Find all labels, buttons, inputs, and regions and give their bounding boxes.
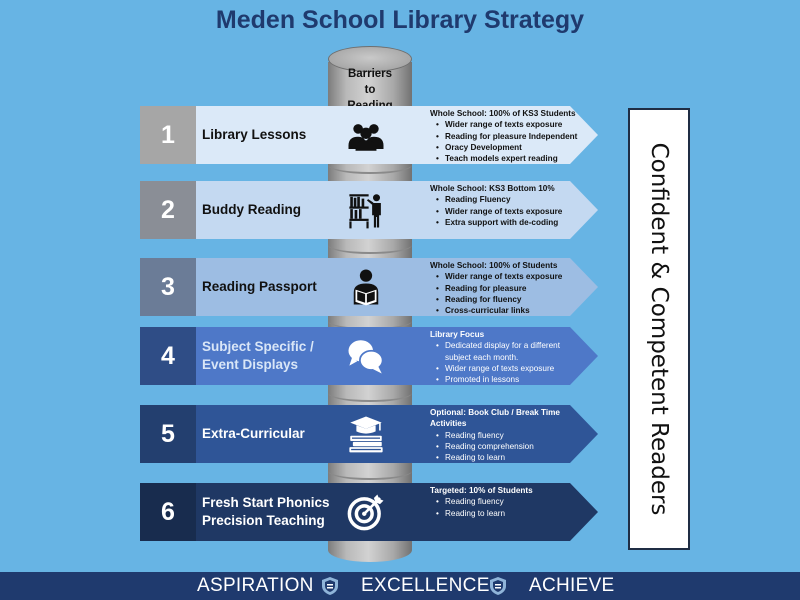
band-label-line: Library Lessons xyxy=(202,127,307,142)
details-item: • Reading for pleasure Independent xyxy=(436,131,588,142)
strategy-band-4 xyxy=(140,327,600,385)
details-list xyxy=(430,430,588,464)
details-list xyxy=(430,119,588,164)
strategy-band-1 xyxy=(140,106,600,164)
band-details xyxy=(430,329,588,385)
details-title: Optional: Book Club / Break Time Activities xyxy=(430,408,560,429)
details-item: • Reading comprehension xyxy=(436,441,588,452)
band-number: 3 xyxy=(161,272,175,301)
cylinder-label-line: to xyxy=(364,84,376,96)
band-number: 5 xyxy=(161,419,175,448)
cylinder-base xyxy=(328,538,412,562)
strategy-band-3 xyxy=(140,258,600,316)
details-item: • Reading for pleasure xyxy=(436,283,588,294)
band-label-line: Extra-Curricular xyxy=(202,426,305,441)
details-title: Targeted: 10% of Students xyxy=(430,486,533,495)
details-item: • Teach models expert reading xyxy=(436,153,588,164)
bookshelf-reader-icon xyxy=(345,189,387,231)
band-details xyxy=(430,108,588,164)
band-details xyxy=(430,183,588,228)
details-item: • Extra support with de-coding xyxy=(436,217,588,228)
details-title: Whole School: 100% of KS3 Students xyxy=(430,109,576,118)
band-number: 2 xyxy=(161,195,175,224)
details-item: • Wider range of texts exposure xyxy=(436,363,588,374)
band-label-line: Reading Passport xyxy=(202,279,317,294)
person-reading-icon xyxy=(345,266,387,308)
band-details xyxy=(430,407,588,463)
people-group-icon xyxy=(345,114,387,156)
footer-word-achieve: ACHIEVE xyxy=(529,575,615,596)
details-list xyxy=(430,496,588,519)
shield-icon xyxy=(490,577,506,595)
details-item: • Dedicated display for a different subject each month. xyxy=(436,340,588,363)
details-item: • Promoted in lessons xyxy=(436,374,588,385)
details-item: • Reading Fluency xyxy=(436,194,588,205)
details-item: • Wider range of texts exposure xyxy=(436,119,588,130)
details-item: • Reading fluency xyxy=(436,496,588,507)
band-details xyxy=(430,260,588,316)
footer-word-excellence: EXCELLENCE xyxy=(361,575,490,596)
cylinder-ring xyxy=(328,462,412,480)
details-title: Library Focus xyxy=(430,330,485,339)
strategy-band-6 xyxy=(140,483,600,541)
band-label-line: Event Displays xyxy=(202,357,299,372)
details-item: • Cross-curricular links xyxy=(436,305,588,316)
cylinder-label-line: Barriers xyxy=(347,68,393,80)
band-number: 4 xyxy=(161,341,175,370)
details-item: • Reading to learn xyxy=(436,452,588,463)
band-number: 6 xyxy=(161,497,175,526)
graduation-books-icon xyxy=(345,413,387,455)
band-label-line: Precision Teaching xyxy=(202,513,325,528)
details-title: Whole School: 100% of Students xyxy=(430,261,558,270)
footer-bar xyxy=(0,572,800,600)
speech-bubbles-icon xyxy=(345,335,387,377)
details-item: • Reading for fluency xyxy=(436,294,588,305)
band-label-line: Buddy Reading xyxy=(202,202,302,217)
details-list xyxy=(430,271,588,316)
target-arrow-icon xyxy=(345,491,387,533)
footer-word-aspiration: ASPIRATION xyxy=(197,575,314,596)
band-number: 1 xyxy=(161,120,175,149)
details-item: • Reading fluency xyxy=(436,430,588,441)
details-list xyxy=(430,340,588,385)
details-item: • Wider range of texts exposure xyxy=(436,206,588,217)
band-details xyxy=(430,485,588,519)
band-label-line: Subject Specific / xyxy=(202,339,314,354)
cylinder-ring xyxy=(328,384,412,402)
shield-icon xyxy=(322,577,338,595)
strategy-band-5 xyxy=(140,405,600,463)
band-label-line: Fresh Start Phonics xyxy=(202,495,330,510)
details-item: • Oracy Development xyxy=(436,142,588,153)
details-item: • Wider range of texts exposure xyxy=(436,271,588,282)
details-title: Whole School: KS3 Bottom 10% xyxy=(430,184,555,193)
details-list xyxy=(430,194,588,228)
outcome-box xyxy=(628,108,690,550)
page-title: Meden School Library Strategy xyxy=(215,6,585,34)
outcome-text: Confident & Competent Readers xyxy=(646,142,672,516)
details-item: • Reading to learn xyxy=(436,508,588,519)
strategy-band-2 xyxy=(140,181,600,239)
